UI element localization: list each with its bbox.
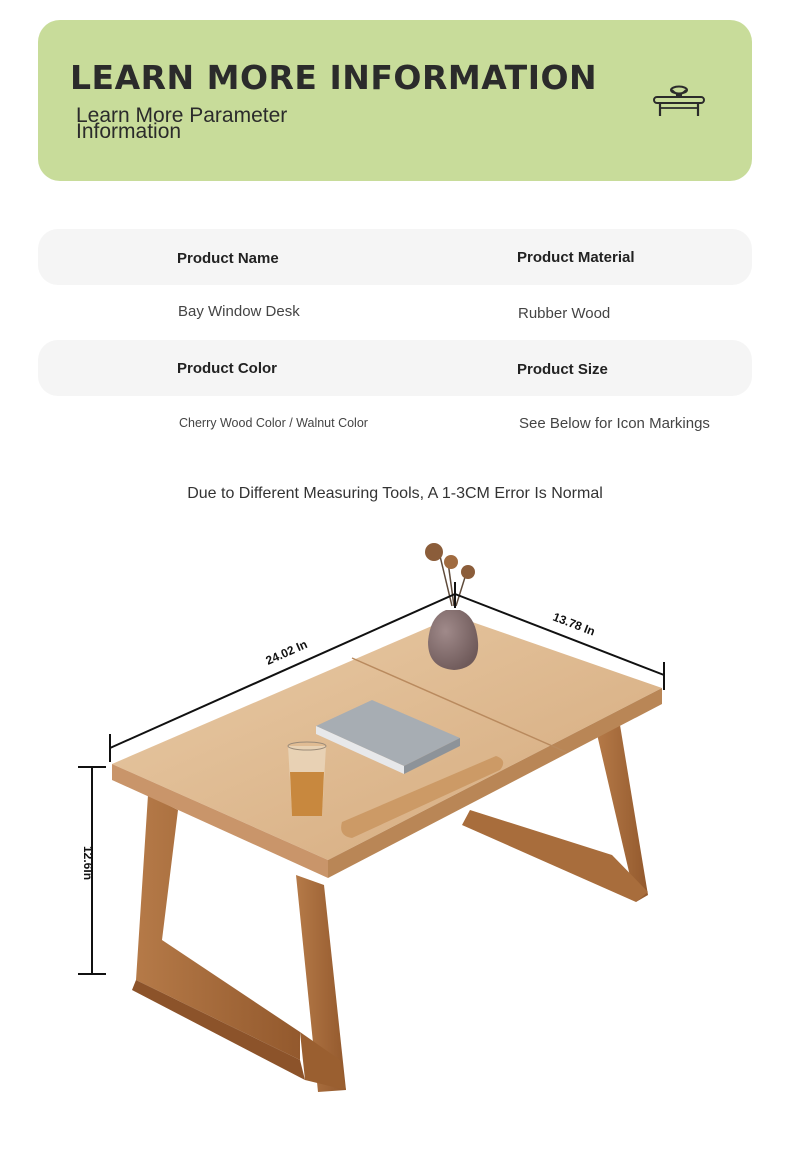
measurement-note: Due to Different Measuring Tools, A 1-3CM Error Is Normal	[187, 485, 603, 502]
spec-row-values-1	[38, 285, 752, 341]
dimension-height-label: 12.6In	[81, 846, 95, 881]
vase	[425, 543, 478, 670]
label-product-size: Product Size	[517, 361, 608, 378]
value-product-material: Rubber Wood	[518, 305, 611, 322]
label-product-material: Product Material	[517, 249, 635, 266]
value-product-color: Cherry Wood Color / Walnut Color	[179, 416, 368, 430]
desk-illustration	[0, 520, 790, 1140]
glass	[288, 742, 326, 816]
front-leg-right	[296, 875, 346, 1092]
info-banner	[38, 20, 752, 181]
label-product-name: Product Name	[177, 250, 279, 267]
dimension-height	[78, 767, 106, 974]
spec-row-labels-2	[38, 340, 752, 396]
tea-table-icon	[652, 82, 706, 120]
spec-row-labels-1	[38, 229, 752, 285]
spec-row-values-2	[38, 396, 752, 452]
value-product-size: See Below for Icon Markings	[519, 415, 710, 432]
banner-subtitle: Learn More Parameter Information	[76, 104, 288, 143]
label-product-color: Product Color	[177, 360, 277, 377]
dimension-width-label: 13.78 In	[550, 609, 598, 639]
banner-title: LEARN MORE INFORMATION	[70, 58, 598, 97]
dimension-length-label: 24.02 In	[263, 637, 310, 668]
value-product-name: Bay Window Desk	[178, 303, 300, 320]
